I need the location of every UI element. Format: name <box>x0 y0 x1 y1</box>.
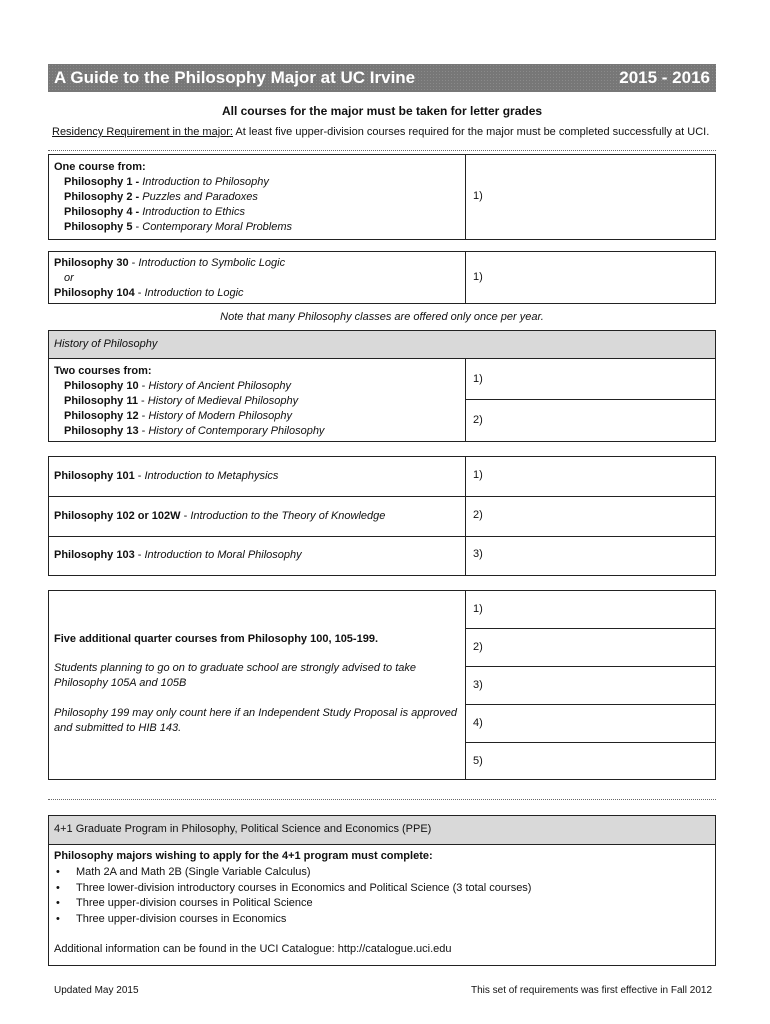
column-divider <box>465 154 466 240</box>
letter-grades-note: All courses for the major must be taken for letter grades <box>221 104 543 118</box>
row-divider <box>465 704 716 705</box>
course-line: Philosophy 13 - History of Contemporary Philosophy <box>64 425 325 437</box>
academic-year: 2015 - 2016 <box>619 68 710 87</box>
catalogue-info: Additional information can be found in the UCI Catalogue: http://catalogue.uci.edu <box>54 943 452 955</box>
course-slot[interactable]: 1) <box>473 190 483 202</box>
course-slot[interactable]: 3) <box>473 548 483 560</box>
history-band-label: History of Philosophy <box>54 338 158 350</box>
course-slot[interactable]: 3) <box>473 679 483 691</box>
course-line: Philosophy 103 - Introduction to Moral Philosophy <box>54 549 302 561</box>
course-line: Philosophy 11 - History of Medieval Philosophy <box>64 395 299 407</box>
course-line: Philosophy 5 - Contemporary Moral Problems <box>64 221 293 233</box>
independent-study-note: Philosophy 199 may only count here if an Independent Study Proposal is approved and submitted to HIB 143. <box>54 707 457 734</box>
course-slot[interactable]: 4) <box>473 717 483 729</box>
course-line: Philosophy 4 - Introduction to Ethics <box>64 206 245 218</box>
residency-text: At least five upper-division courses required for the major must be completed successfully at UCI. <box>232 126 710 138</box>
row-divider <box>48 496 716 497</box>
row-divider <box>465 666 716 667</box>
row-divider <box>48 358 716 359</box>
course-slot[interactable]: 2) <box>473 509 483 521</box>
row-divider <box>465 628 716 629</box>
course-slot[interactable]: 1) <box>473 469 483 481</box>
residency-requirement <box>52 126 709 138</box>
course-line: Philosophy 104 - Introduction to Logic <box>54 287 244 299</box>
effective-note: This set of requirements was first effective in Fall 2012 <box>470 985 712 996</box>
course-slot[interactable]: 1) <box>473 271 483 283</box>
column-divider <box>465 358 466 442</box>
course-line: Philosophy 10 - History of Ancient Philosophy <box>64 380 292 392</box>
row-divider <box>48 844 716 845</box>
course-line: Philosophy 2 - Puzzles and Paradoxes <box>64 191 258 203</box>
page-title: A Guide to the Philosophy Major at UC Irvine <box>54 68 416 87</box>
list-item: • Three upper-division courses in Economics <box>54 912 531 928</box>
course-line: Philosophy 30 - Introduction to Symbolic Logic <box>54 257 286 269</box>
elective-heading: Five additional quarter courses from Philosophy 100, 105-199. <box>54 633 378 645</box>
title-bar <box>48 64 716 92</box>
divider <box>48 799 716 800</box>
course-slot[interactable]: 2) <box>473 414 483 426</box>
offered-once-note: Note that many Philosophy classes are offered only once per year. <box>220 311 544 323</box>
or-label: or <box>64 272 74 284</box>
row-divider <box>48 536 716 537</box>
course-slot[interactable]: 5) <box>473 755 483 767</box>
section-heading: Two courses from: <box>54 365 152 377</box>
column-divider <box>465 590 466 780</box>
column-divider <box>465 456 466 576</box>
course-slot[interactable]: 1) <box>473 603 483 615</box>
course-line: Philosophy 101 - Introduction to Metaphysics <box>54 470 279 482</box>
grad-school-advice: Students planning to go on to graduate school are strongly advised to take Philosophy 105A and 105B <box>54 662 417 689</box>
ppe-heading: Philosophy majors wishing to apply for the 4+1 program must complete: <box>54 850 433 862</box>
list-item: • Three lower-division introductory courses in Economics and Political Science (3 total courses) <box>54 881 531 897</box>
updated-date: Updated May 2015 <box>54 985 139 996</box>
course-slot[interactable]: 2) <box>473 641 483 653</box>
ppe-requirements-list <box>54 865 531 927</box>
ppe-band-label: 4+1 Graduate Program in Philosophy, Political Science and Economics (PPE) <box>54 823 432 835</box>
list-item: • Math 2A and Math 2B (Single Variable Calculus) <box>54 865 531 881</box>
list-item: • Three upper-division courses in Political Science <box>54 896 531 912</box>
course-line: Philosophy 1 - Introduction to Philosophy <box>64 176 269 188</box>
row-divider <box>465 399 716 400</box>
section-heading: One course from: <box>54 161 146 173</box>
divider <box>48 150 716 151</box>
residency-label: Residency Requirement in the major: <box>52 126 233 138</box>
course-slot[interactable]: 1) <box>473 373 483 385</box>
column-divider <box>465 251 466 304</box>
course-line: Philosophy 12 - History of Modern Philosophy <box>64 410 293 422</box>
course-line: Philosophy 102 or 102W - Introduction to the Theory of Knowledge <box>54 510 386 522</box>
row-divider <box>465 742 716 743</box>
